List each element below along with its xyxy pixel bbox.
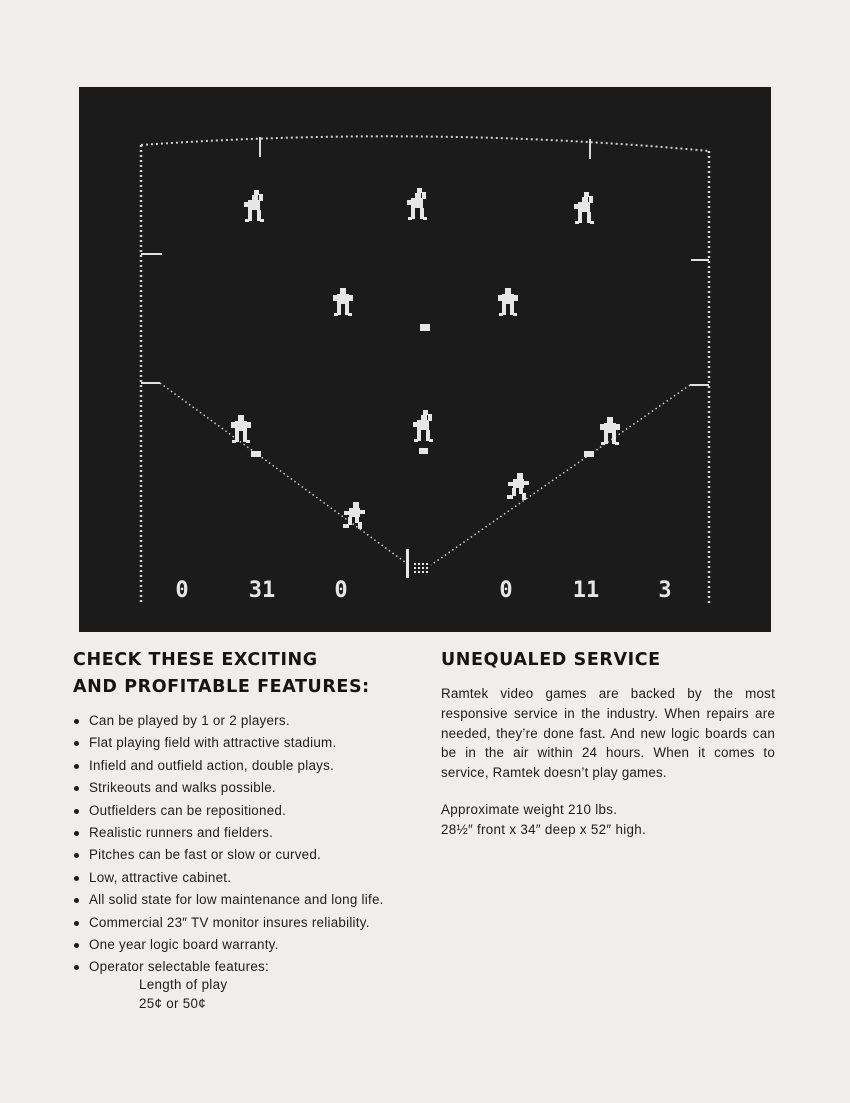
feature-item: Realistic runners and fielders. [73,822,418,844]
feature-item: Can be played by 1 or 2 players. [73,710,418,732]
specifications [441,800,646,840]
feature-item: Pitches can be fast or slow or curved. [73,844,418,866]
outfielder [244,190,264,222]
third-baseman [600,417,620,445]
outfielder [574,192,594,224]
home-plate [414,563,428,573]
features-heading [73,647,370,701]
foul-line-left [160,383,409,565]
feature-item: Low, attractive cabinet. [73,867,418,889]
runner [343,502,365,529]
outfield-fence [141,136,709,151]
second-base [420,324,430,331]
feature-item: All solid state for low maintenance and long life. [73,889,418,911]
score-left-2: 31 [248,578,276,603]
score-right-2: 11 [572,578,600,603]
service-body: Ramtek video games are backed by the most responsive service in the industry. When repairs are needed, they’re done fast. And new logic boards can be in the air within 24 hours. When it comes to service, Ramtek doesn’t play games. [441,686,775,781]
feature-item: One year logic board warranty. [73,934,418,956]
feature-item: Outfielders can be repositioned. [73,800,418,822]
features-list [73,710,418,979]
runner [507,473,529,500]
outfielder [407,188,427,220]
feature-item: Flat playing field with attractive stadium. [73,732,418,754]
operator-options [139,975,227,1013]
score-left-1: 0 [175,578,189,603]
pitchers-mound [419,448,428,454]
feature-item: Operator selectable features: [73,956,418,978]
features-heading-line1: CHECK THESE EXCITING [73,650,318,670]
feature-item: Infield and outfield action, double plays. [73,755,418,777]
score-right-3: 3 [658,578,672,603]
feature-item: Commercial 23″ TV monitor insures reliability. [73,912,418,934]
score-right-1: 0 [499,578,513,603]
feature-item: Strikeouts and walks possible. [73,777,418,799]
features-heading-line2: AND PROFITABLE FEATURES: [73,677,370,697]
batter-bat [406,549,409,578]
first-baseman [231,415,251,443]
dimensions-spec: 28½″ front x 34″ deep x 52″ high. [441,821,647,837]
foul-line-right [431,385,690,565]
pitcher [413,410,433,442]
first-base [251,451,261,457]
infielder [333,288,353,316]
weight-spec: Approximate weight 210 lbs. [441,802,618,817]
score-left-3: 0 [334,578,348,603]
game-screenshot [79,87,771,632]
infielder [498,288,518,316]
option-length-of-play: Length of play [139,977,228,992]
third-base [584,451,594,457]
option-price: 25¢ or 50¢ [139,996,207,1011]
service-heading: UNEQUALED SERVICE [441,650,661,670]
baseball-field-graphic [79,87,771,632]
